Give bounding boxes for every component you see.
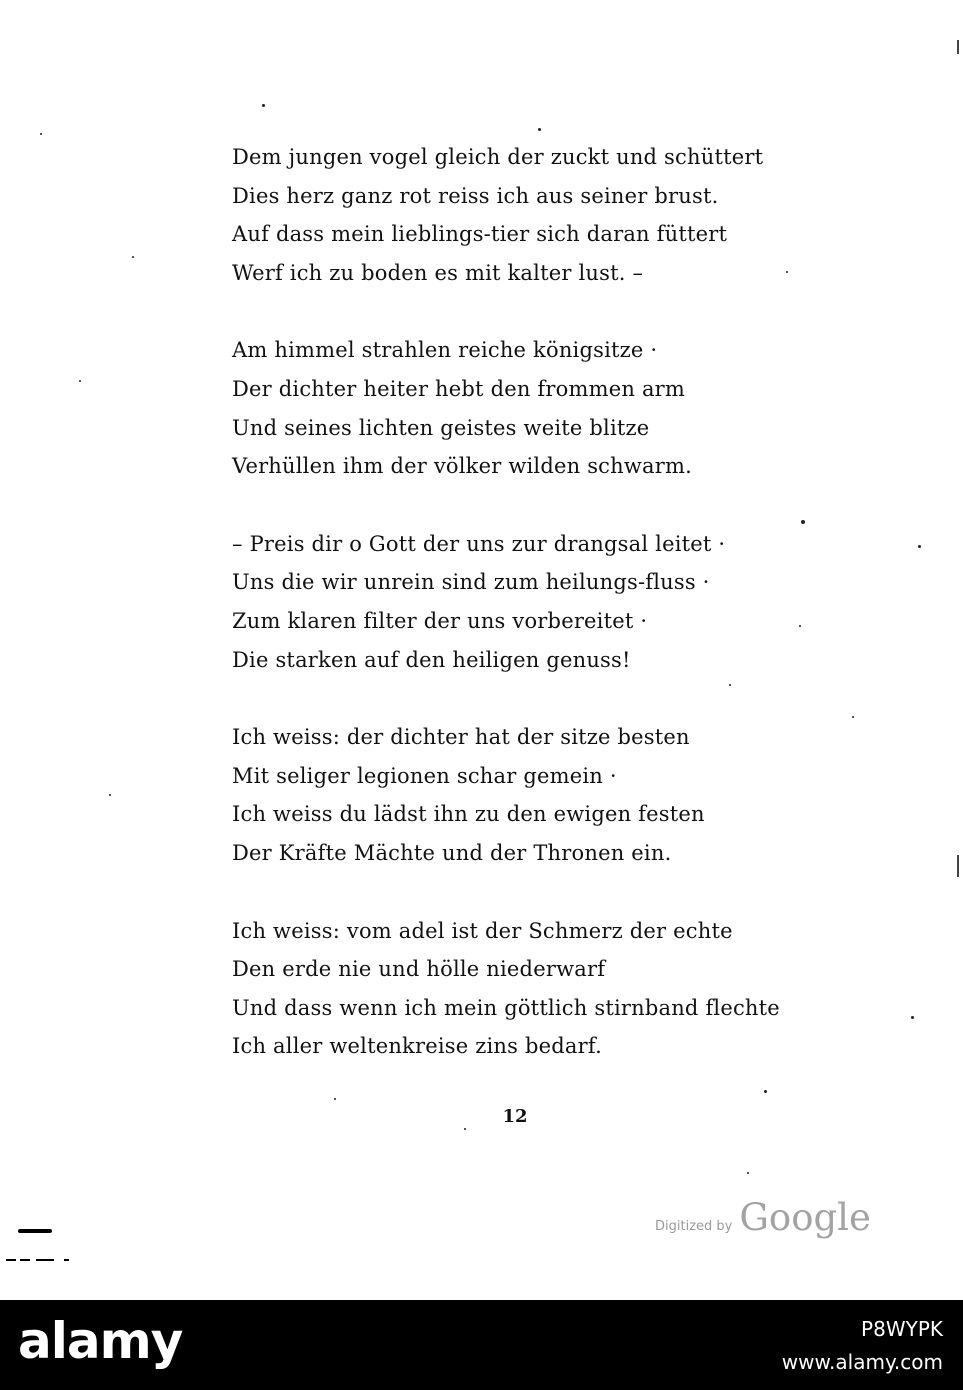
- poem-line: Auf dass mein lieblings-tier sich daran füttert: [232, 222, 728, 247]
- scan-speck: [79, 380, 81, 382]
- scan-speck: [801, 520, 805, 524]
- scan-speck: [729, 684, 731, 686]
- poem-line: Den erde nie und hölle niederwarf: [232, 957, 606, 982]
- stanza-4: [232, 718, 780, 872]
- scan-edge-mark: [957, 40, 959, 54]
- alamy-logo: alamy: [18, 1312, 183, 1370]
- google-logo: Google: [739, 1196, 871, 1239]
- poem-line: Am himmel strahlen reiche königsitze ·: [232, 338, 658, 363]
- poem-line: Der Kräfte Mächte und der Thronen ein.: [232, 840, 672, 865]
- scan-dash-mark: [20, 1259, 30, 1261]
- scan-speck: [911, 1016, 914, 1019]
- poem-line: – Preis dir o Gott der uns zur drangsal leitet ·: [232, 531, 726, 556]
- scan-edge-mark: [957, 855, 959, 877]
- poem-line: Dem jungen vogel gleich der zuckt und schüttert: [232, 145, 764, 169]
- stanza-2: [232, 331, 780, 485]
- stanza-3: [232, 525, 780, 679]
- poem-line: Und dass wenn ich mein göttlich stirnband flechte: [232, 995, 780, 1020]
- digitized-by-google: [655, 1196, 871, 1239]
- poem-line: Uns die wir unrein sind zum heilungs-fluss ·: [232, 570, 710, 595]
- scan-speck: [538, 128, 541, 131]
- stanza-5: [232, 912, 780, 1066]
- scan-speck: [799, 625, 801, 627]
- scan-speck: [786, 271, 788, 273]
- scan-speck: [109, 794, 111, 796]
- poem-line: Zum klaren filter der uns vorbereitet ·: [232, 608, 648, 633]
- scan-speck: [262, 104, 265, 107]
- poem-line: Der dichter heiter hebt den frommen arm: [232, 376, 686, 401]
- scan-speck: [764, 1090, 767, 1093]
- scan-speck: [852, 716, 854, 718]
- scan-speck: [918, 545, 921, 548]
- scan-speck: [132, 256, 134, 258]
- scan-speck: [334, 1098, 336, 1100]
- poem-line: Ich aller weltenkreise zins bedarf.: [232, 1034, 602, 1059]
- poem-line: Mit seliger legionen schar gemein ·: [232, 763, 617, 788]
- scan-dash-mark: [18, 1229, 52, 1233]
- poem-line: Und seines lichten geistes weite blitze: [232, 415, 650, 440]
- poem-line: Ich weiss: vom adel ist der Schmerz der echte: [232, 918, 733, 943]
- image-id: P8WYPK: [861, 1317, 943, 1341]
- stanza-1: [232, 138, 780, 292]
- page-number: 12: [502, 1106, 528, 1127]
- scan-dash-mark: [36, 1259, 54, 1261]
- scan-speck: [40, 133, 42, 135]
- poem-line: Ich weiss du lädst ihn zu den ewigen festen: [232, 802, 705, 827]
- scan-speck: [464, 1128, 466, 1130]
- poem-line: Verhüllen ihm der völker wilden schwarm.: [232, 454, 692, 479]
- digitized-label: Digitized by: [655, 1219, 733, 1234]
- poem-line: Die starken auf den heiligen genuss!: [232, 647, 631, 672]
- scan-dash-mark: [64, 1259, 69, 1261]
- scan-dash-mark: [6, 1259, 16, 1261]
- poem-line: Dies herz ganz rot reiss ich aus seiner brust.: [232, 183, 719, 208]
- poem-line: Werf ich zu boden es mit kalter lust. –: [232, 260, 644, 285]
- poem-line: Ich weiss: der dichter hat der sitze besten: [232, 725, 690, 750]
- poem: [232, 138, 780, 1105]
- scan-speck: [747, 1172, 749, 1174]
- watermark-url: www.alamy.com: [781, 1350, 943, 1374]
